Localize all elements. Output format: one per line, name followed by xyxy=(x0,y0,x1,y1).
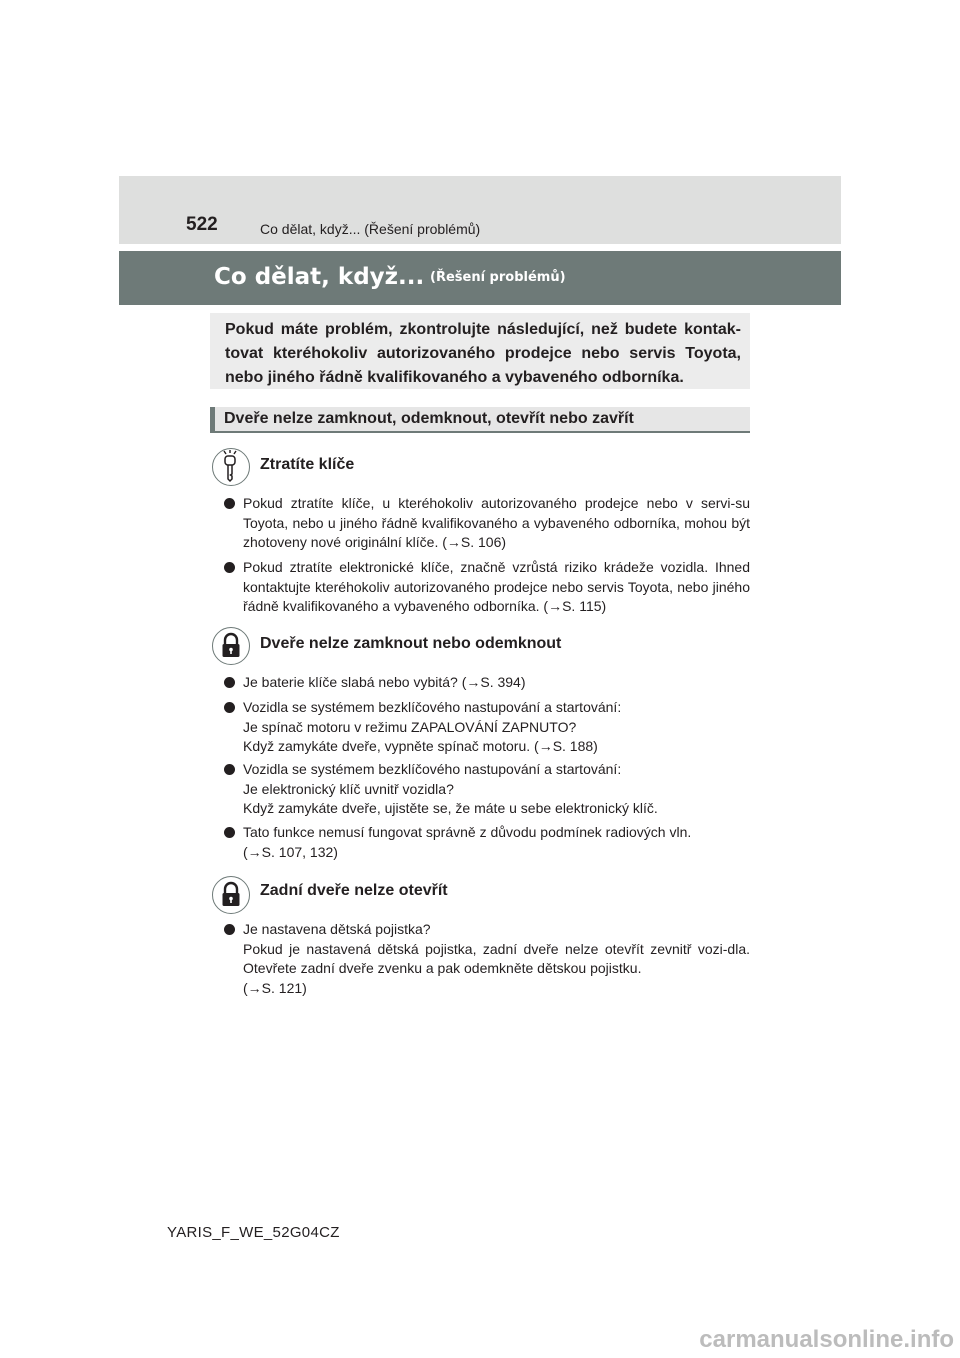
page-title: Co dělat, když... xyxy=(214,264,425,290)
lock-icon xyxy=(212,876,250,914)
bullet-icon xyxy=(224,677,235,688)
list-item: Vozidla se systémem bezklíčového nastupování a startování: Je spínač motoru v režimu ZAPALOVÁNÍ ZAPNUTO? Když zamykáte dveře, vypněte spínač motoru. (→S. 188) xyxy=(224,698,750,757)
running-header: Co dělat, když... (Řešení problémů) xyxy=(260,221,481,237)
key-icon xyxy=(212,448,250,486)
list-item: Je nastavena dětská pojistka? Pokud je nastavená dětská pojistka, zadní dveře nelze otevřít zevnitř vozi-dla. Otevřete zadní dveře zvenku a pak odemkněte dětskou pojistku. (→S. 121) xyxy=(224,920,750,998)
bullet-icon xyxy=(224,498,235,509)
list-item: Je baterie klíče slabá nebo vybitá? (→S. 394) xyxy=(224,673,750,693)
bullet-icon xyxy=(224,562,235,573)
document-code: YARIS_F_WE_52G04CZ xyxy=(167,1224,340,1241)
section-heading-text: Dveře nelze zamknout, odemknout, otevřít nebo zavřít xyxy=(224,410,634,427)
bullet-icon xyxy=(224,924,235,935)
topic-title-lost-keys: Ztratíte klíče xyxy=(260,456,355,473)
list-item: Tato funkce nemusí fungovat správně z důvodu podmínek radiových vln. (→S. 107, 132) xyxy=(224,823,750,862)
bullet-icon xyxy=(224,764,235,775)
bullet-icon xyxy=(224,827,235,838)
topic-title-rear-door: Zadní dveře nelze otevřít xyxy=(260,882,448,899)
intro-text: Pokud máte problém, zkontrolujte následující, než budete kontak-tovat kteréhokoliv autorizovaného prodejce nebo servis Toyota, nebo jiného řádně kvalifikovaného a vybaveného odborníka. xyxy=(225,321,741,386)
bullet-icon xyxy=(224,702,235,713)
page-subtitle: (Řešení problémů) xyxy=(430,270,566,285)
page-number: 522 xyxy=(186,214,218,235)
list-item: Vozidla se systémem bezklíčového nastupování a startování: Je elektronický klíč uvnitř vozidla? Když zamykáte dveře, ujistěte se, že máte u sebe elektronický klíč. xyxy=(224,760,750,819)
list-item: Pokud ztratíte klíče, u kteréhokoliv autorizovaného prodejce nebo v servi-su Toyota, nebo u jiného řádně kvalifikovaného a vybaveného odborníka, mohou být zhotoveny nové originální klíče. (→S. 106) xyxy=(224,494,750,553)
lock-icon xyxy=(212,627,250,665)
watermark: carmanualsonline.info xyxy=(699,1326,954,1353)
section-heading xyxy=(210,407,750,433)
list-item: Pokud ztratíte elektronické klíče, značně vzrůstá riziko krádeže vozidla. Ihned kontaktujte kteréhokoliv autorizovaného prodejce nebo servis Toyota, nebo jiného řádně kvalifikovaného a vybaveného odborníka. (→S. 115) xyxy=(224,558,750,617)
topic-title-cannot-lock: Dveře nelze zamknout nebo odemknout xyxy=(260,635,562,652)
